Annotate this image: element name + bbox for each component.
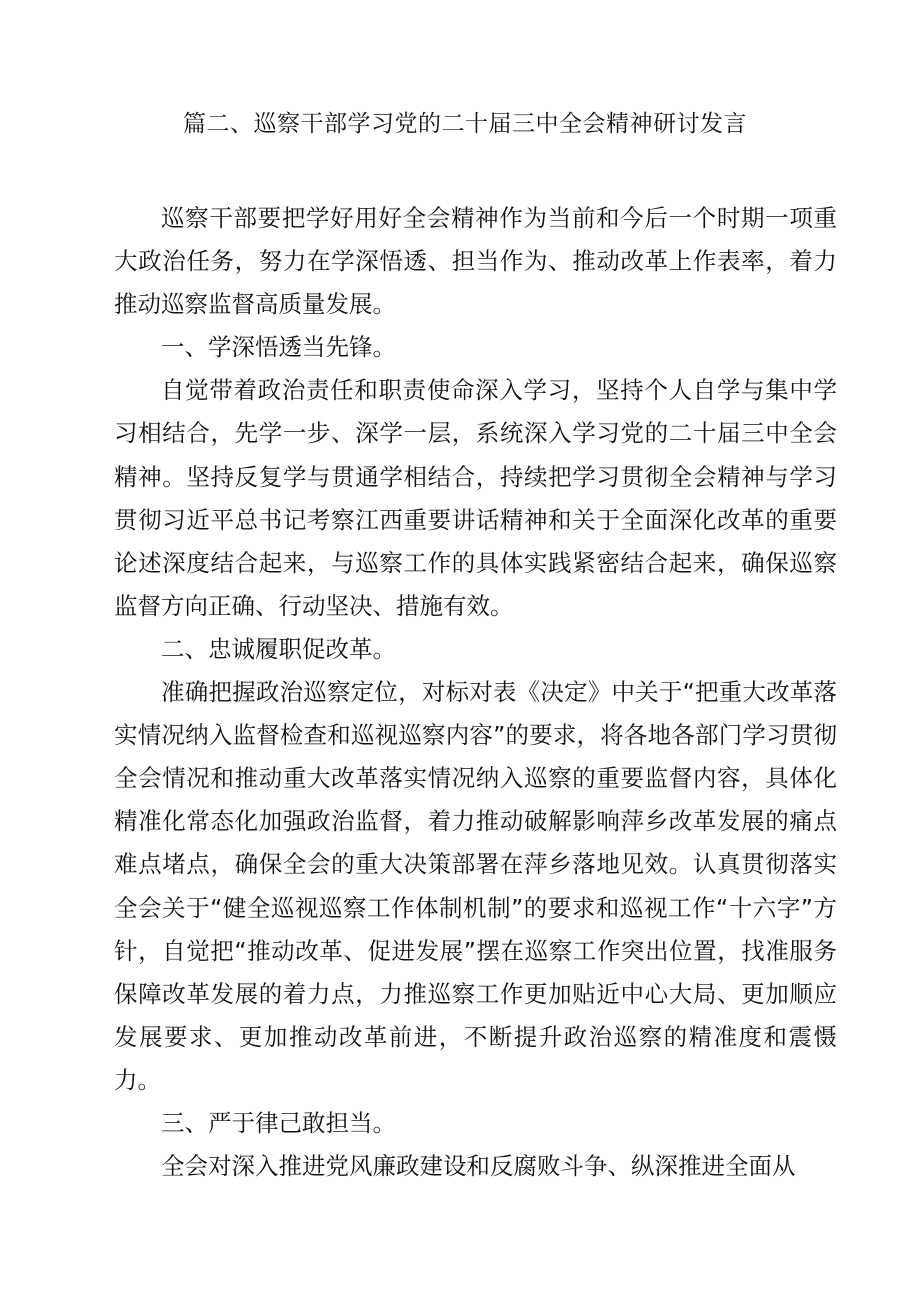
section-heading-3: 三、严于律己敢担当。: [161, 1108, 396, 1137]
paragraph-section-1: 自觉带着政治责任和职责使命深入学习，坚持个人自学与集中学习相结合，先学一步、深学一层，系统深入学习党的二十届三中全会精神。坚持反复学与贯通学相结合，持续把学习贯彻全会精神与学习贯彻习近平总书记考察江西重要讲话精神和关于全面深化改革的重要论述深度结合起来，与巡察工作的具体实践紧密结合起来，确保巡察监督方向正确、行动坚决、措施有效。: [114, 376, 837, 620]
section-heading-1: 一、学深悟透当先锋。: [161, 333, 396, 362]
section-heading-2: 二、忠诚履职促改革。: [161, 634, 396, 663]
paragraph-section-3: 全会对深入推进党风廉政建设和反腐败斗争、纵深推进全面从: [161, 1152, 796, 1181]
paragraph-section-2: 准确把握政治巡察定位，对标对表《决定》中关于“把重大改革落实情况纳入监督检查和巡视巡察内容”的要求，将各地各部门学习贯彻全会情况和推动重大改革落实情况纳入巡察的重要监督内容，具体化精准化常态化加强政治监督，着力推动破解影响萍乡改革发展的痛点难点堵点，确保全会的重大决策部署在萍乡落地见效。认真贯彻落实全会关于“健全巡视巡察工作体制机制”的要求和巡视工作“十六字”方针，自觉把“推动改革、促进发展”摆在巡察工作突出位置，找准服务保障改革发展的着力点，力推巡察工作更加贴近中心大局、更加顺应发展要求、更加推动改革前进，不断提升政治巡察的精准度和震慑力。: [114, 678, 837, 1094]
paragraph-intro: 巡察干部要把学好用好全会精神作为当前和今后一个时期一项重大政治任务，努力在学深悟透、担当作为、推动改革上作表率，着力推动巡察监督高质量发展。: [114, 204, 837, 319]
document-title: 篇二、巡察干部学习党的二十届三中全会精神研讨发言: [183, 111, 747, 137]
document-body: [114, 197, 837, 1188]
